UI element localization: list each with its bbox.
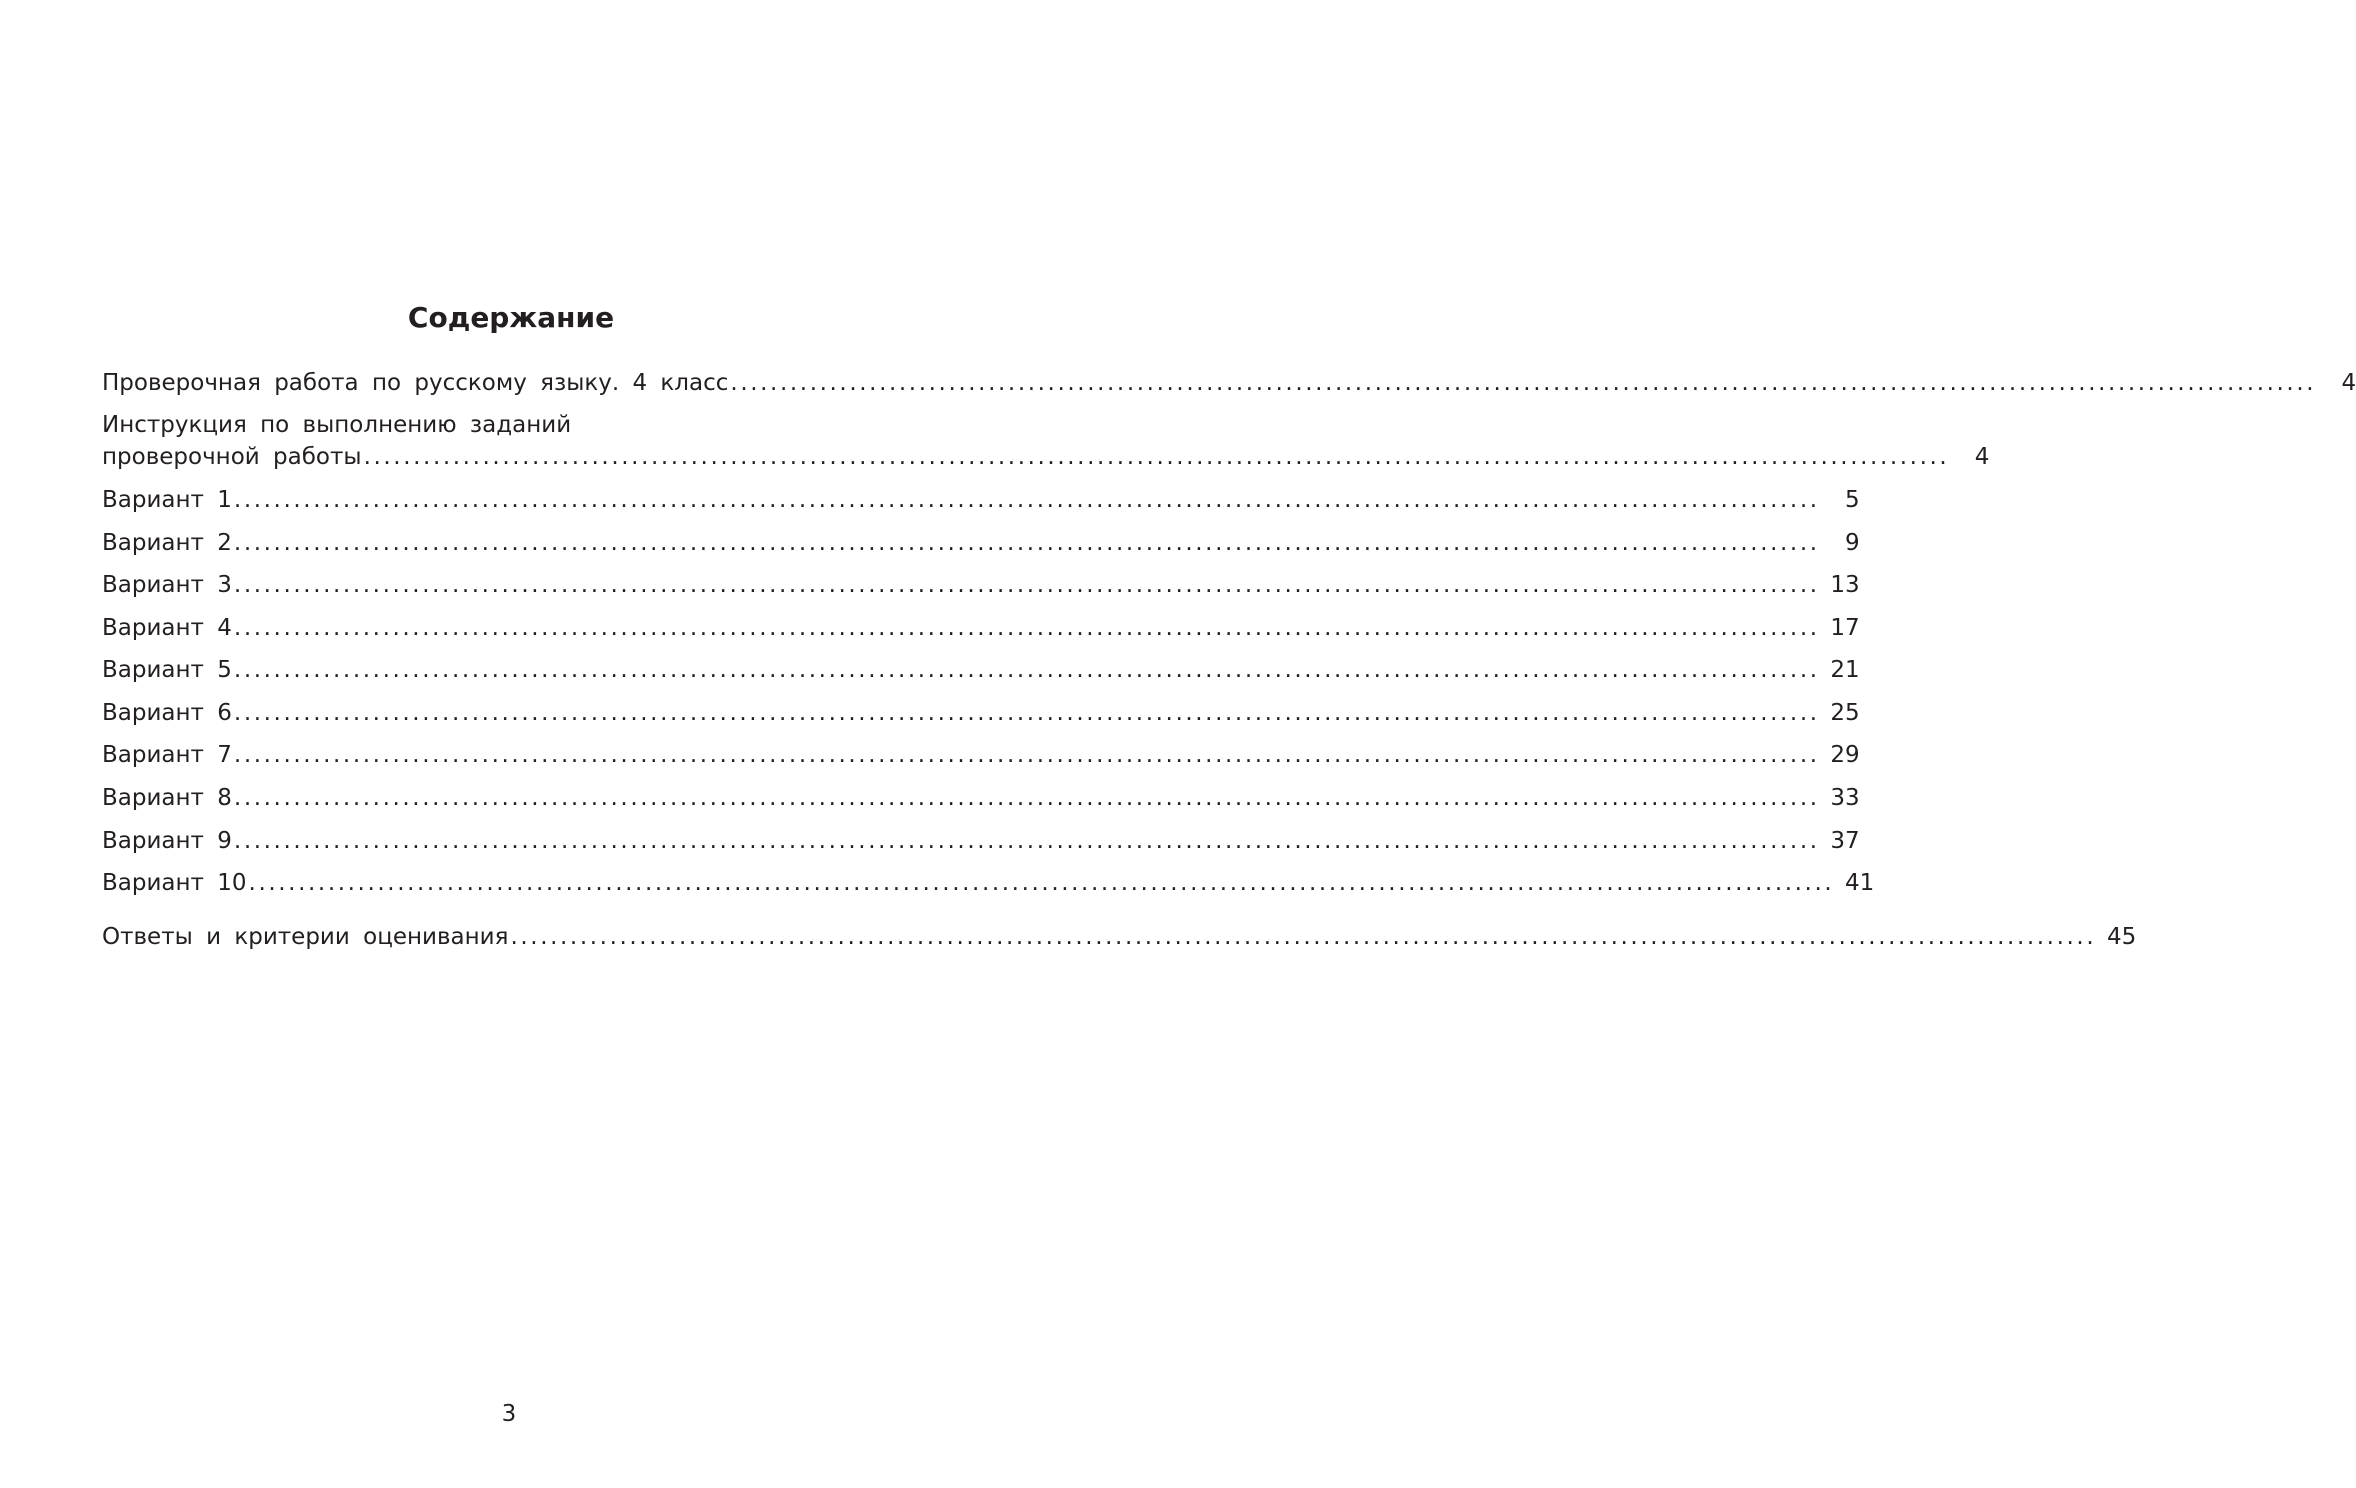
dot-leader: ................................................................................................................................................................ (233, 785, 1820, 811)
dot-leader: ................................................................................................................................................................ (233, 700, 1820, 726)
dot-leader: ................................................................................................................................................................ (363, 444, 1950, 470)
toc-entry-variant-10[interactable] (102, 867, 1875, 899)
toc-entry-variant-7[interactable] (102, 739, 1860, 771)
toc-page-number: 9 (1845, 530, 1860, 556)
page-number: 3 (501, 1401, 517, 1427)
toc-entry-check-work[interactable] (102, 367, 2356, 399)
toc-page-number: 29 (1830, 742, 1860, 768)
toc-entry-variant-8[interactable] (102, 782, 1860, 814)
toc-page-number: 37 (1830, 828, 1860, 854)
toc-entry-title: Вариант 1 (102, 487, 232, 513)
dot-leader: ................................................................................................................................................................ (233, 530, 1820, 556)
dot-leader: ................................................................................................................................................................ (233, 572, 1820, 598)
dot-leader: ................................................................................................................................................................ (233, 487, 1820, 513)
toc-entry-title: Вариант 10 (102, 870, 247, 896)
dot-leader: ................................................................................................................................................................ (248, 870, 1835, 896)
toc-entry-title: Вариант 7 (102, 742, 232, 768)
toc-page-number: 41 (1845, 870, 1875, 896)
toc-entry-title: Вариант 3 (102, 572, 232, 598)
toc-entry-variant-6[interactable] (102, 697, 1860, 729)
toc-entry-title: Вариант 2 (102, 530, 232, 556)
toc-entry-answers[interactable] (102, 921, 2137, 953)
toc-entry-variant-2[interactable] (102, 527, 1860, 559)
toc-entry-title: Ответы и критерии оценивания (102, 924, 509, 950)
toc-entry-variant-4[interactable] (102, 612, 1860, 644)
dot-leader: ................................................................................................................................................................ (233, 615, 1820, 641)
toc-entry-title: Вариант 6 (102, 700, 232, 726)
toc-title: Содержание (407, 301, 615, 334)
toc-page-number: 45 (2106, 924, 2137, 950)
toc-entry-title-line-2: проверочной работы (102, 444, 362, 470)
dot-leader: ................................................................................................................................................................ (730, 370, 2317, 396)
toc-page-number: 4 (1974, 444, 1990, 470)
toc-entry-instructions[interactable] (102, 409, 1990, 473)
toc-page-number: 4 (2341, 370, 2356, 396)
toc-entry-title-line-1: Инструкция по выполнению заданий (102, 412, 572, 438)
toc-entry-title: Вариант 4 (102, 615, 232, 641)
toc-page-number: 17 (1830, 615, 1860, 641)
toc-entry-title: Вариант 8 (102, 785, 232, 811)
dot-leader: ................................................................................................................................................................ (233, 657, 1820, 683)
dot-leader: ................................................................................................................................................................ (510, 924, 2097, 950)
toc-entry-title: Вариант 9 (102, 828, 232, 854)
toc-entry-title: Проверочная работа по русскому языку. 4 класс (102, 370, 729, 396)
dot-leader: ................................................................................................................................................................ (233, 828, 1820, 854)
toc-entry-variant-1[interactable] (102, 484, 1860, 516)
dot-leader: ................................................................................................................................................................ (233, 742, 1820, 768)
toc-page-number: 13 (1830, 572, 1860, 598)
toc-entry-variant-3[interactable] (102, 569, 1860, 601)
toc-page-number: 21 (1830, 657, 1860, 683)
toc-entry-variant-5[interactable] (102, 654, 1860, 686)
toc-entry-variant-9[interactable] (102, 825, 1860, 857)
toc-page-number: 33 (1830, 785, 1860, 811)
toc-page-number: 5 (1845, 487, 1860, 513)
toc-entry-title: Вариант 5 (102, 657, 232, 683)
toc-page-number: 25 (1830, 700, 1860, 726)
